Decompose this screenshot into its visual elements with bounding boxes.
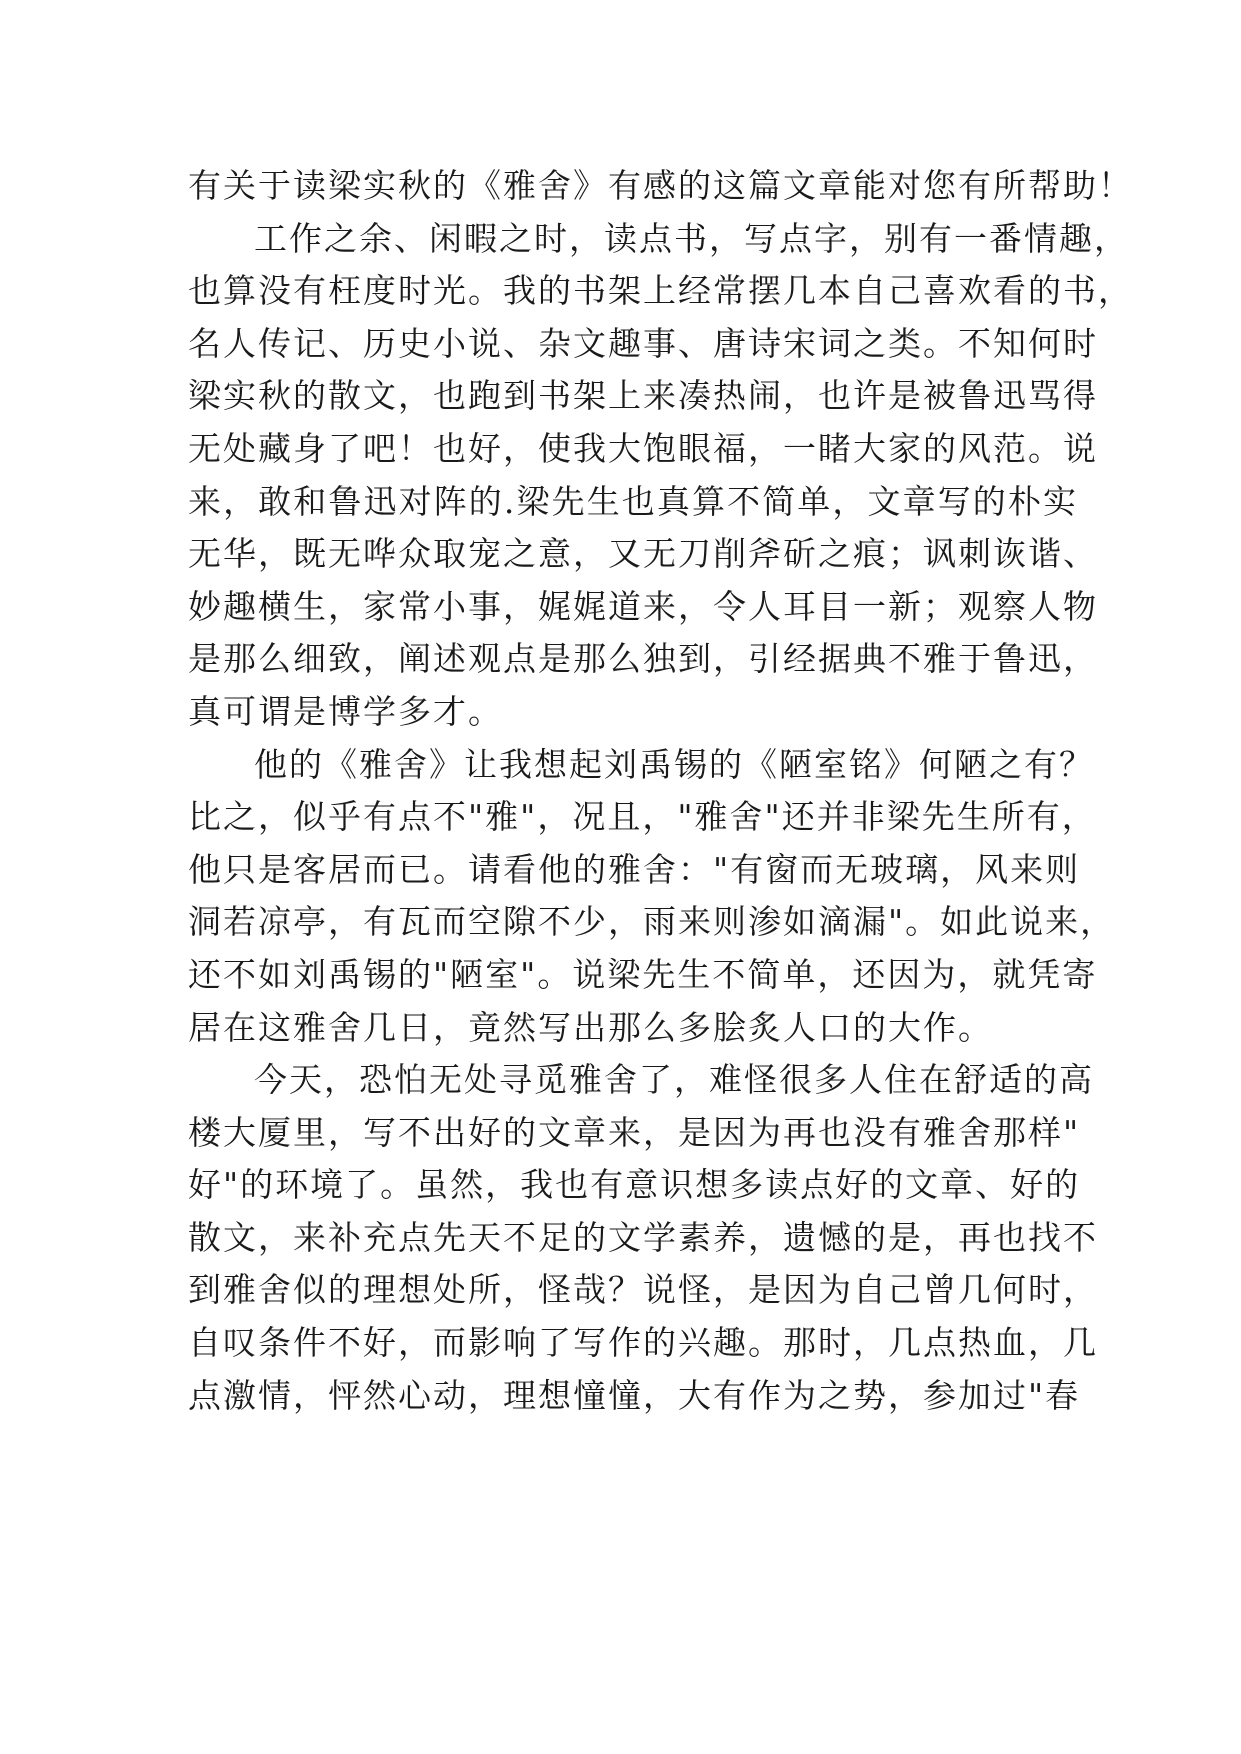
text-line: 比之，似乎有点不"雅"，况且，"雅舍"还并非梁先生所有， <box>188 797 1097 837</box>
text-line: 楼大厦里，写不出好的文章来，是因为再也没有雅舍那样" <box>188 1112 1081 1152</box>
text-line: 无华，既无哗众取宠之意，又无刀削斧斫之痕；讽刺诙谐、 <box>188 534 1098 574</box>
text-line: 来，敢和鲁迅对阵的.梁先生也真算不简单，文章写的朴实 <box>188 481 1078 521</box>
text-line: 到雅舍似的理想处所，怪哉？说怪，是因为自己曾几何时， <box>188 1270 1098 1310</box>
text-line: 有关于读梁实秋的《雅舍》有感的这篇文章能对您有所帮助！ <box>188 166 1133 205</box>
text-line: 梁实秋的散文，也跑到书架上来凑热闹，也许是被鲁迅骂得 <box>188 376 1098 416</box>
text-line: 也算没有枉度时光。我的书架上经常摆几本自己喜欢看的书， <box>188 271 1133 311</box>
text-line: 名人传记、历史小说、杂文趣事、唐诗宋词之类。不知何时 <box>188 323 1098 363</box>
text-line: 洞若凉亭，有瓦而空隙不少，雨来则渗如滴漏"。如此说来， <box>188 902 1116 942</box>
paragraph-start-line: 今天，恐怕无处寻觅雅舍了，难怪很多人住在舒适的高 <box>254 1060 1094 1100</box>
text-line: 好"的环境了。虽然，我也有意识想多读点好的文章、好的 <box>188 1165 1081 1205</box>
paragraph-start-line: 工作之余、闲暇之时，读点书，写点字，别有一番情趣， <box>254 218 1129 258</box>
text-line: 妙趣横生，家常小事，娓娓道来，令人耳目一新；观察人物 <box>188 586 1098 626</box>
text-line: 无处藏身了吧！也好，使我大饱眼福，一睹大家的风范。说 <box>188 428 1098 468</box>
text-line: 还不如刘禹锡的"陋室"。说梁先生不简单，还因为，就凭寄 <box>188 954 1098 994</box>
paragraph-start-line: 他的《雅舍》让我想起刘禹锡的《陋室铭》何陋之有？ <box>254 744 1094 784</box>
paragraph-end-line: 真可谓是博学多才。 <box>188 691 503 731</box>
text-line: 自叹条件不好，而影响了写作的兴趣。那时，几点热血，几 <box>188 1323 1098 1363</box>
text-line: 他只是客居而已。请看他的雅舍："有窗而无玻璃，风来则 <box>188 849 1081 889</box>
paragraph-end-line: 居在这雅舍几日，竟然写出那么多脍炙人口的大作。 <box>188 1007 993 1047</box>
text-line: 点激情，怦然心动，理想憧憧，大有作为之势，参加过"春 <box>188 1375 1081 1415</box>
text-line: 散文，来补充点先天不足的文学素养，遗憾的是，再也找不 <box>188 1217 1098 1257</box>
article-body <box>188 160 1133 1422</box>
text-line: 是那么细致，阐述观点是那么独到，引经据典不雅于鲁迅， <box>188 639 1098 679</box>
